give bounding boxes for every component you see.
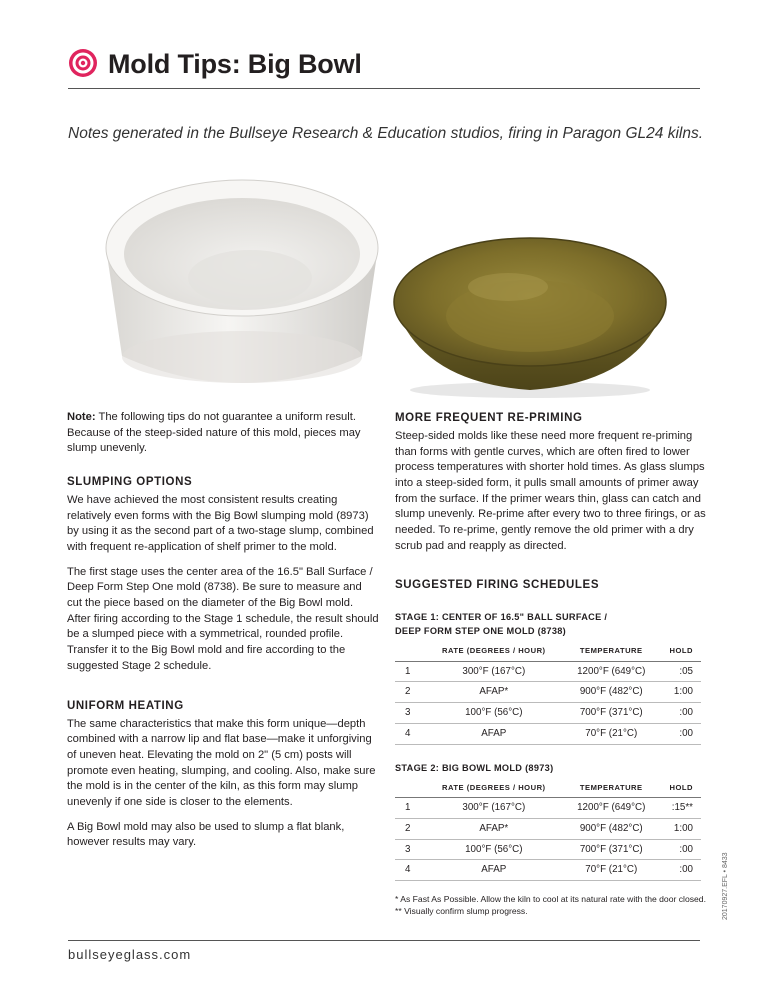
footnote-afap: * As Fast As Possible. Allow the kiln to cool at its natural rate with the door closed.	[395, 894, 706, 905]
page-title: Mold Tips: Big Bowl	[108, 49, 362, 79]
table-row: 2 AFAP* 900°F (482°C) 1:00	[395, 682, 701, 703]
stage-1-schedule-table	[395, 646, 701, 744]
bullseye-target-icon	[68, 48, 98, 78]
stage-1-heading: STAGE 1: CENTER OF 16.5" BALL SURFACE / DEEP FORM STEP ONE MOLD (8738)	[395, 611, 608, 636]
table-header-row: RATE (DEGREES / HOUR) TEMPERATURE HOLD	[395, 783, 701, 798]
table-row: 1 300°F (167°C) 1200°F (649°C) :15**	[395, 798, 701, 819]
table-row: 3 100°F (56°C) 700°F (371°C) :00	[395, 703, 701, 724]
uniform-heating-heading: UNIFORM HEATING	[67, 699, 184, 712]
slumping-paragraph-1: We have achieved the most consistent results creating relatively even forms with the Big Bowl slumping mold (8973) by using it as the second part of a two-stage slump, combined with frequent re-application of shelf primer to the mold.	[67, 494, 374, 554]
big-bowl-mold-photo	[92, 160, 392, 410]
slumping-options-heading: SLUMPING OPTIONS	[67, 476, 193, 489]
stage-2-schedule-table	[395, 783, 701, 881]
firing-schedules-heading: SUGGESTED FIRING SCHEDULES	[395, 579, 600, 592]
footnotes	[395, 893, 706, 917]
right-column	[395, 410, 706, 917]
table-row: 1 300°F (167°C) 1200°F (649°C) :05	[395, 661, 701, 682]
stage-2-heading: STAGE 2: BIG BOWL MOLD (8973)	[395, 762, 554, 773]
table-header-row: RATE (DEGREES / HOUR) TEMPERATURE HOLD	[395, 646, 701, 661]
re-priming-heading: MORE FREQUENT RE-PRIMING	[395, 412, 583, 424]
table-row: 4 AFAP 70°F (21°C) :00	[395, 860, 701, 881]
heating-paragraph-2: A Big Bowl mold may also be used to slump a flat blank, however results may vary.	[67, 820, 345, 849]
slumping-paragraph-2: The first stage uses the center area of the 16.5" Ball Surface / Deep Form Step One mold (8738). Be sure to measure and cut the piece based on the diameter of the Big Bowl mold. After firing according to the Stage 1 schedule, the result should be a slumped piece with a symmetrical, rounded profile. Transfer it to the Big Bowl mold and fire according to the suggested Stage 2 schedule.	[67, 565, 379, 672]
footer-divider	[68, 940, 700, 941]
left-column	[67, 410, 379, 860]
page-subtitle: Notes generated in the Bullseye Research & Education studios, firing in Paragon GL24 kilns.	[68, 125, 704, 142]
footnote-slump: ** Visually confirm slump progress.	[395, 906, 528, 917]
re-priming-paragraph: Steep-sided molds like these need more frequent re-priming than forms with gentle curves, which are often fired to lower process temperatures with shorter hold times. As glass slumps into a steep-sided form, it pulls small amounts of primer away from the surface. If the primer wears thin, glass can catch and slump unevenly. Re-prime after every two to three firings, or as needed. To re-prime, gently remove the old primer with a dry scrub pad and reapply as directed.	[395, 430, 706, 552]
note-paragraph: Note: The following tips do not guarantee a uniform result. Because of the steep-sided nature of this mold, pieces may slump unevenly.	[67, 411, 361, 455]
table-row: 4 AFAP 70°F (21°C) :00	[395, 723, 701, 744]
document-code: 20170927.EFL • 8433	[722, 852, 729, 920]
table-row: 2 AFAP* 900°F (482°C) 1:00	[395, 819, 701, 840]
header-divider	[68, 88, 700, 89]
heating-paragraph-1: The same characteristics that make this form unique—depth combined with a narrow lip and flat base—make it unforgiving of uneven heat. Elevating the mold on 2" (5 cm) posts will promote even heating, slumping, and cooling. Also, make sure the mold is in the center of the kiln, as this form may slump unevenly if one side is closer to the elements.	[67, 717, 376, 808]
glass-bowl-photo	[388, 232, 672, 402]
footer-url[interactable]: bullseyeglass.com	[68, 947, 192, 962]
table-row: 3 100°F (56°C) 700°F (371°C) :00	[395, 839, 701, 860]
